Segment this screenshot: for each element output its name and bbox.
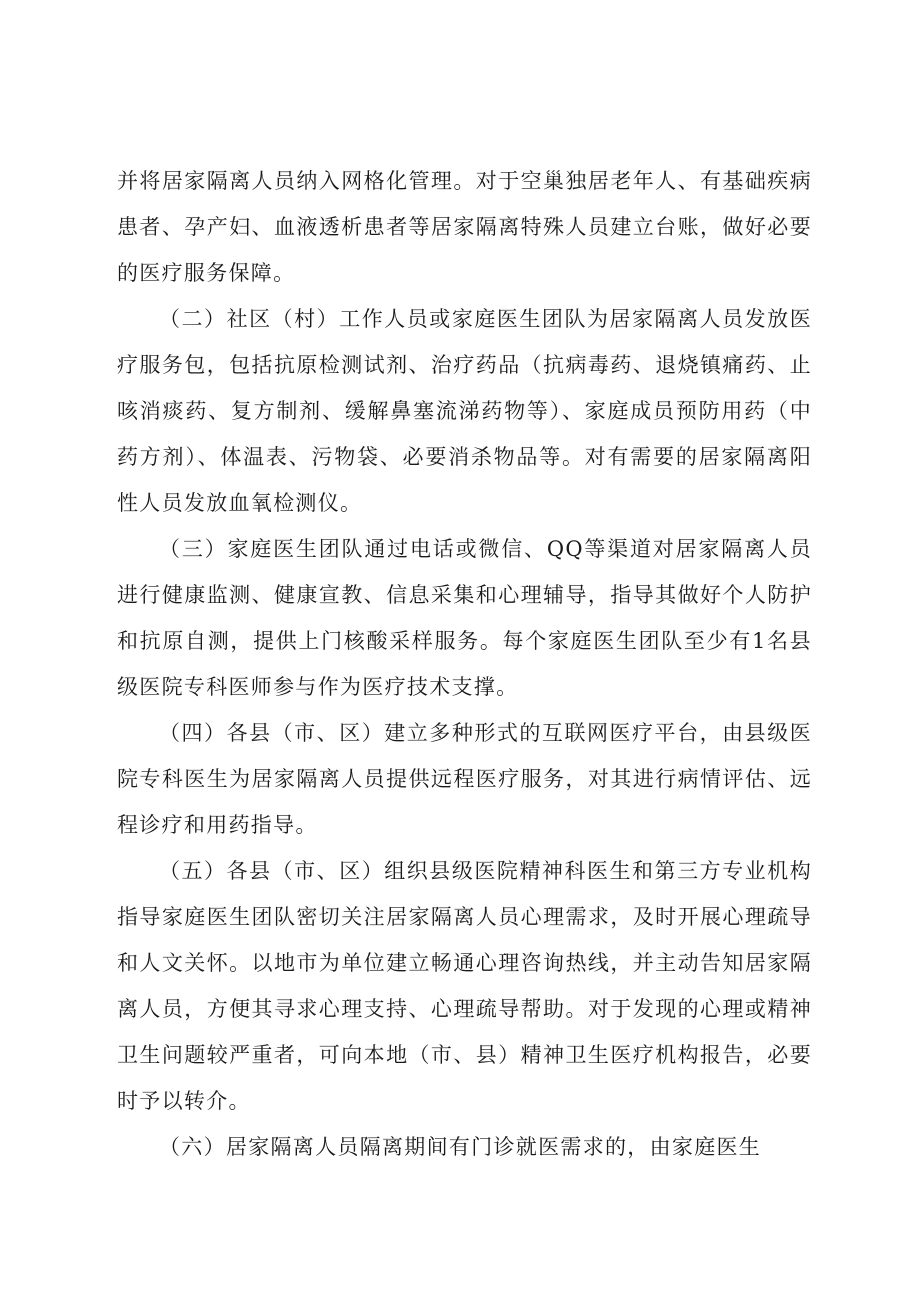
paragraph-item-4: （四）各县（市、区）建立多种形式的互联网医疗平台，由县级医院专科医生为居家隔离人员提供远程医疗服务，对其进行病情评估、远程诊疗和用药指导。: [117, 721, 812, 837]
paragraph-continuation: 并将居家隔离人员纳入网格化管理。对于空巢独居老年人、有基础疾病患者、孕产妇、血液透析患者等居家隔离特殊人员建立台账，做好必要的医疗服务保障。: [117, 169, 812, 285]
paragraph-item-6: （六）居家隔离人员隔离期间有门诊就医需求的，由家庭医生: [159, 1135, 762, 1159]
paragraph-item-5: （五）各县（市、区）组织县级医院精神科医生和第三方专业机构指导家庭医生团队密切关注居家隔离人员心理需求，及时开展心理疏导和人文关怀。以地市为单位建立畅通心理咨询热线，并主动告知居家隔离人员，方便其寻求心理支持、心理疏导帮助。对于发现的心理或精神卫生问题较严重者，可向本地（市、县）精神卫生医疗机构报告，必要时予以转介。: [117, 859, 812, 1113]
paragraph-item-3: （三）家庭医生团队通过电话或微信、QQ等渠道对居家隔离人员进行健康监测、健康宣教、信息采集和心理辅导，指导其做好个人防护和抗原自测，提供上门核酸采样服务。每个家庭医生团队至少有1名县级医院专科医师参与作为医疗技术支撑。: [117, 537, 812, 699]
document-body: [117, 158, 812, 1170]
paragraph-item-2: （二）社区（村）工作人员或家庭医生团队为居家隔离人员发放医疗服务包，包括抗原检测试剂、治疗药品（抗病毒药、退烧镇痛药、止咳消痰药、复方制剂、缓解鼻塞流涕药物等）、家庭成员预防用药（中药方剂）、体温表、污物袋、必要消杀物品等。对有需要的居家隔离阳性人员发放血氧检测仪。: [117, 307, 812, 515]
